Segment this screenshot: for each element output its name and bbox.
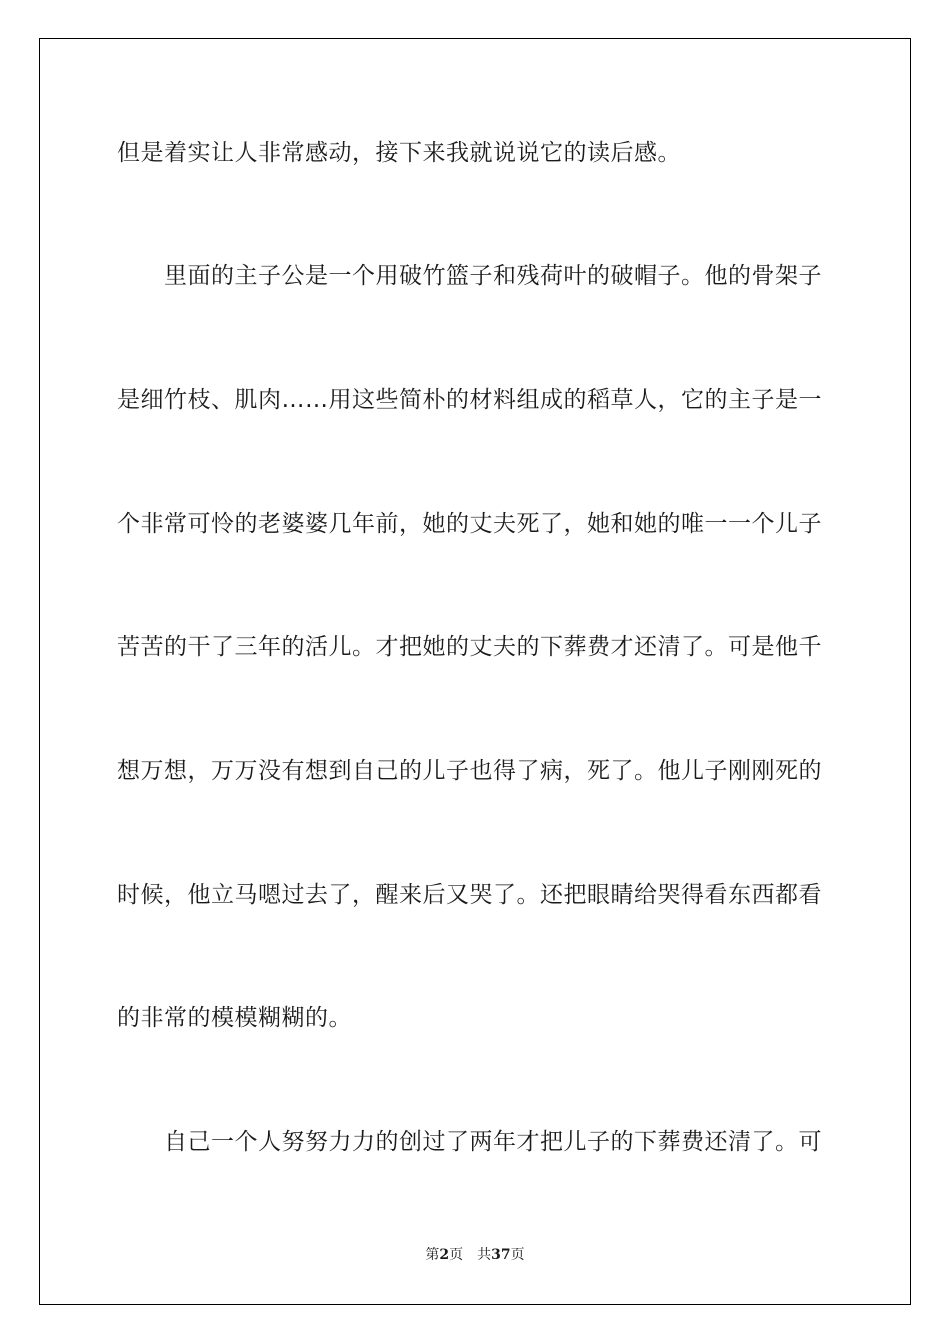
page-label-suffix: 页 bbox=[449, 1247, 464, 1263]
body-line-6: 想万想，万万没有想到自己的儿子也得了病，死了。他儿子刚刚死的 bbox=[117, 758, 822, 784]
page-footer bbox=[0, 1245, 950, 1265]
body-line-4: 个非常可怜的老婆婆几年前，她的丈夫死了，她和她的唯一一个儿子 bbox=[117, 511, 822, 537]
body-line-7: 时候，他立马嗯过去了，醒来后又哭了。还把眼睛给哭得看东西都看 bbox=[117, 882, 822, 908]
page-border bbox=[39, 38, 911, 1305]
total-label-prefix: 共 bbox=[477, 1247, 492, 1263]
body-line-8: 的非常的模模糊糊的。 bbox=[117, 1005, 352, 1031]
body-line-9: 自己一个人努努力力的创过了两年才把儿子的下葬费还清了。可 bbox=[164, 1129, 822, 1155]
total-pages-number: 37 bbox=[491, 1247, 511, 1263]
page-label-prefix: 第 bbox=[425, 1247, 440, 1263]
body-line-5: 苦苦的干了三年的活儿。才把她的丈夫的下葬费才还清了。可是他千 bbox=[117, 634, 822, 660]
current-page-number: 2 bbox=[439, 1247, 450, 1263]
total-label-suffix: 页 bbox=[510, 1247, 525, 1263]
body-line-1: 但是着实让人非常感动，接下来我就说说它的读后感。 bbox=[117, 140, 681, 166]
body-line-3: 是细竹枝、肌肉……用这些简朴的材料组成的稻草人，它的主子是一 bbox=[117, 387, 822, 413]
body-line-2: 里面的主子公是一个用破竹篮子和残荷叶的破帽子。他的骨架子 bbox=[164, 263, 822, 289]
